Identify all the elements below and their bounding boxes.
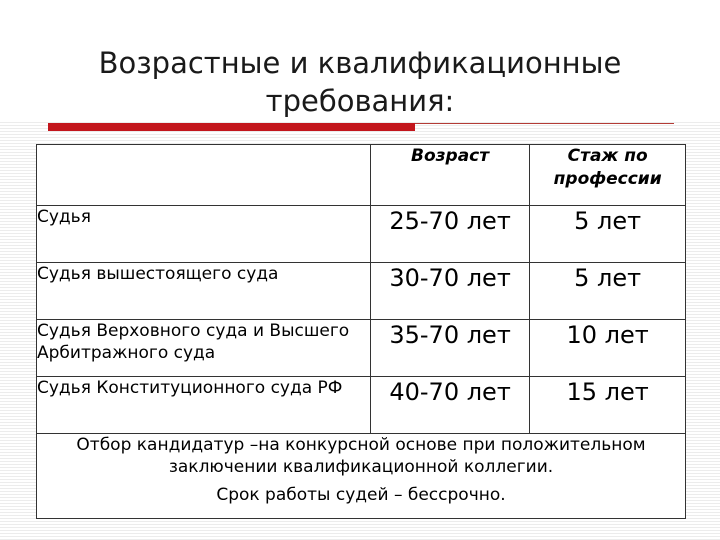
age-cell: 40-70 лет: [370, 377, 529, 434]
term-note: Срок работы судей – бессрочно.: [216, 485, 506, 505]
table-row: [37, 377, 686, 434]
role-cell: Судья: [37, 206, 371, 263]
header-age: Возраст: [370, 145, 529, 206]
age-cell: 35-70 лет: [370, 320, 529, 377]
age-cell: 25-70 лет: [370, 206, 529, 263]
header-empty-cell: [37, 145, 371, 206]
requirements-table: [36, 144, 686, 519]
role-cell: Судья Верховного суда и Высшего Арбитражного суда: [37, 320, 371, 377]
experience-cell: 10 лет: [530, 320, 686, 377]
table-row: [37, 263, 686, 320]
title-accent-bar: [48, 123, 415, 131]
table-row: [37, 320, 686, 377]
role-cell: Судья вышестоящего суда: [37, 263, 371, 320]
selection-note: Отбор кандидатур –на конкурсной основе при положительном заключении квалификационной коллегии.: [76, 435, 646, 477]
role-cell: Судья Конституционного суда РФ: [37, 377, 371, 434]
slide-title: Возрастные и квалификационные требования:: [98, 46, 622, 118]
table-row: [37, 206, 686, 263]
experience-cell: 15 лет: [530, 377, 686, 434]
table-footer-row: [37, 434, 686, 519]
header-experience: Стаж по профессии: [530, 145, 686, 206]
title-area: [0, 0, 720, 122]
experience-cell: 5 лет: [530, 206, 686, 263]
experience-cell: 5 лет: [530, 263, 686, 320]
footer-note-cell: [37, 434, 686, 519]
table-header-row: [37, 145, 686, 206]
age-cell: 30-70 лет: [370, 263, 529, 320]
